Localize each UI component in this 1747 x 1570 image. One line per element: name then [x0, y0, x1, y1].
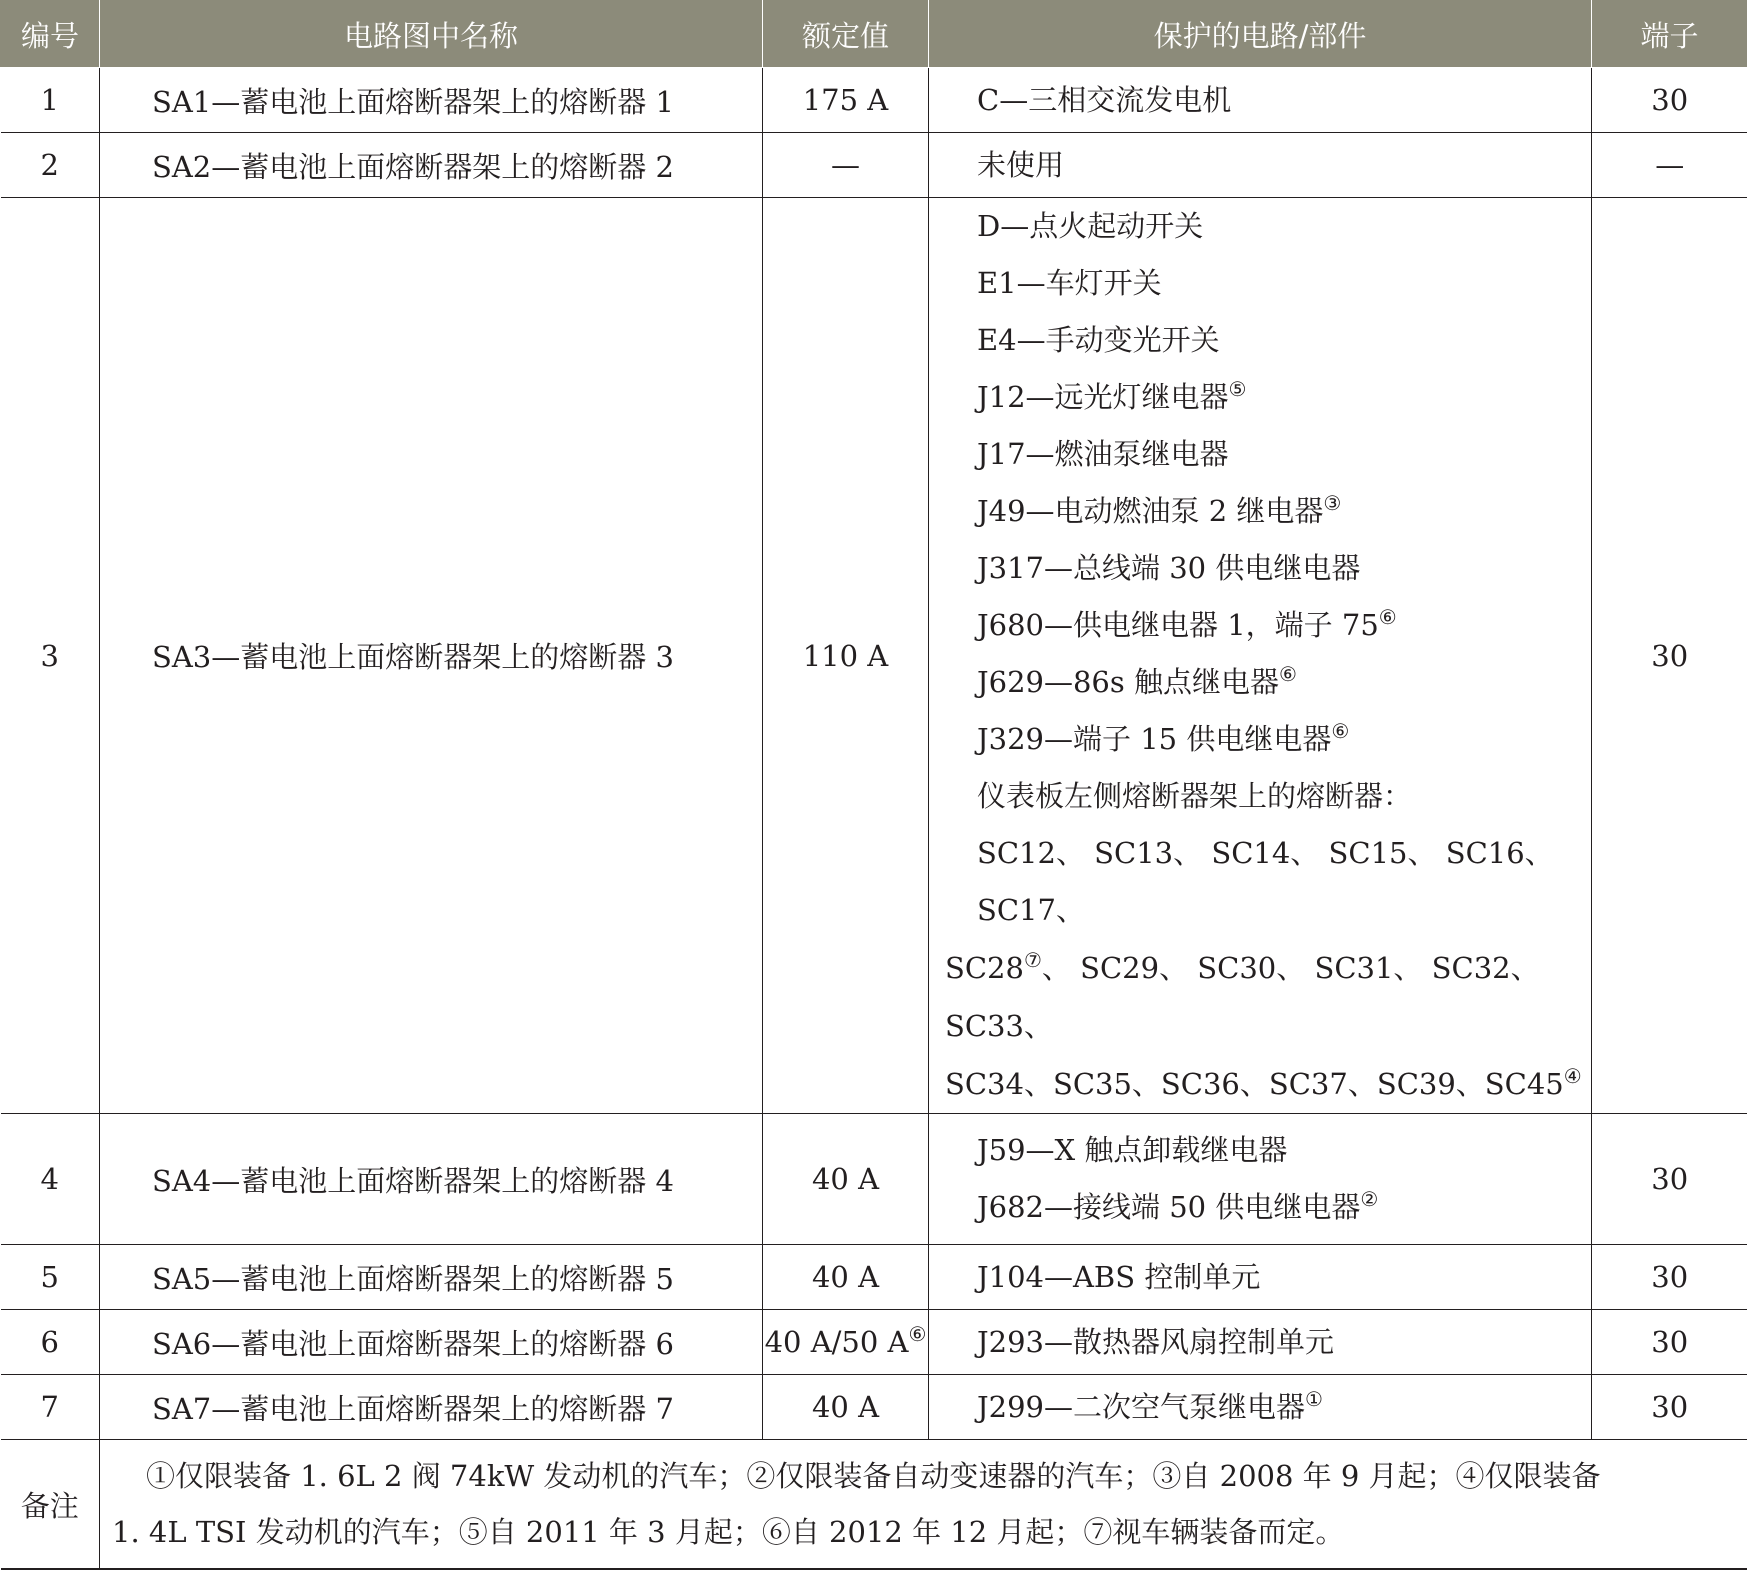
row-rating: — — [763, 133, 929, 198]
fuse-list-line: SC12、 SC13、 SC14、 SC15、 SC16、 SC17、 — [977, 825, 1585, 939]
header-rating: 额定值 — [763, 1, 929, 68]
item-text: J59—X 触点卸载继电器 — [977, 1133, 1287, 1167]
footnote-mark: ⑥ — [1379, 605, 1397, 629]
row-protected — [929, 198, 1592, 1114]
row-terminal: 30 — [1592, 198, 1747, 1114]
item-text: J12—远光灯继电器 — [977, 380, 1229, 414]
protected-item — [977, 1179, 1585, 1236]
protected-item: J293—散热器风扇控制单元 — [977, 1314, 1585, 1371]
row-no: 1 — [1, 68, 100, 133]
note-line: 1. 4L TSI 发动机的汽车；⑤自 2011 年 3 月起；⑥自 2012 年 12 月起；⑦视车辆装备而定。 — [112, 1504, 1738, 1560]
protected-item: 未使用 — [977, 137, 1585, 194]
row-protected — [929, 1310, 1592, 1375]
row-terminal: 30 — [1592, 1245, 1747, 1310]
row-name: SA1—蓄电池上面熔断器架上的熔断器 1 — [100, 68, 763, 133]
note-line: ①仅限装备 1. 6L 2 阀 74kW 发动机的汽车；②仅限装备自动变速器的汽车；③自 2008 年 9 月起；④仅限装备 — [112, 1448, 1738, 1504]
item-text: E4—手动变光开关 — [977, 323, 1220, 357]
item-text: J329—端子 15 供电继电器 — [977, 722, 1331, 756]
row-no: 2 — [1, 133, 100, 198]
fuse-list-text: SC28 — [945, 951, 1024, 985]
protected-item — [977, 483, 1585, 540]
protected-item: C—三相交流发电机 — [977, 72, 1585, 129]
footnote-mark: ② — [1360, 1187, 1378, 1211]
footnote-mark: ① — [1305, 1387, 1323, 1411]
footnote-mark: ⑥ — [1331, 719, 1349, 743]
protected-item — [977, 540, 1585, 597]
row-rating: 40 A — [763, 1245, 929, 1310]
table-row — [1, 1375, 1747, 1440]
item-text: J17—燃油泵继电器 — [977, 437, 1229, 471]
protected-item — [977, 312, 1585, 369]
item-text: D—点火起动开关 — [977, 209, 1203, 243]
footnote-mark: ④ — [1564, 1064, 1582, 1088]
footnote-mark: ⑥ — [908, 1322, 926, 1346]
row-rating: 40 A — [763, 1114, 929, 1245]
row-name: SA6—蓄电池上面熔断器架上的熔断器 6 — [100, 1310, 763, 1375]
note-row — [1, 1440, 1747, 1570]
item-text: J49—电动燃油泵 2 继电器 — [977, 494, 1323, 528]
item-text: E1—车灯开关 — [977, 266, 1162, 300]
table-row — [1, 1310, 1747, 1375]
protected-item — [977, 369, 1585, 426]
header-no: 编号 — [1, 1, 100, 68]
row-terminal: — — [1592, 133, 1747, 198]
table-row — [1, 198, 1747, 1114]
protected-item — [977, 426, 1585, 483]
table-row — [1, 1245, 1747, 1310]
fuse-list-text: 、 SC29、 SC30、 SC31、 SC32、 SC33、 — [945, 951, 1540, 1043]
row-protected — [929, 68, 1592, 133]
item-text: J317—总线端 30 供电继电器 — [977, 551, 1360, 585]
row-rating: 175 A — [763, 68, 929, 133]
row-rating: 40 A — [763, 1375, 929, 1440]
protected-item — [977, 768, 1585, 825]
table-header — [1, 1, 1747, 68]
fuse-list-text: SC34、SC35、SC36、SC37、SC39、SC45 — [945, 1067, 1564, 1101]
header-row — [1, 1, 1747, 68]
note-text — [100, 1440, 1747, 1570]
row-terminal: 30 — [1592, 1375, 1747, 1440]
footnote-mark: ⑤ — [1229, 377, 1247, 401]
protected-item — [977, 198, 1585, 255]
row-terminal: 30 — [1592, 68, 1747, 133]
table-row — [1, 133, 1747, 198]
row-rating — [763, 1310, 929, 1375]
row-no: 3 — [1, 198, 100, 1114]
fuse-list-continuation — [945, 939, 1585, 1113]
row-terminal: 30 — [1592, 1114, 1747, 1245]
protected-item — [977, 654, 1585, 711]
row-name: SA7—蓄电池上面熔断器架上的熔断器 7 — [100, 1375, 763, 1440]
item-text: J682—接线端 50 供电继电器 — [977, 1190, 1360, 1224]
footnote-mark: ③ — [1323, 491, 1341, 515]
row-terminal: 30 — [1592, 1310, 1747, 1375]
row-protected — [929, 1375, 1592, 1440]
footnote-mark: ⑥ — [1279, 662, 1297, 686]
row-protected — [929, 133, 1592, 198]
protected-item — [977, 1122, 1585, 1179]
item-text: J680—供电继电器 1，端子 75 — [977, 608, 1379, 642]
protected-item — [977, 597, 1585, 654]
item-text: J629—86s 触点继电器 — [977, 665, 1279, 699]
fuse-list-line — [945, 1055, 1585, 1113]
protected-item: J104—ABS 控制单元 — [977, 1249, 1585, 1306]
protected-item — [977, 255, 1585, 312]
row-no: 6 — [1, 1310, 100, 1375]
row-no: 5 — [1, 1245, 100, 1310]
row-no: 7 — [1, 1375, 100, 1440]
row-name: SA5—蓄电池上面熔断器架上的熔断器 5 — [100, 1245, 763, 1310]
row-rating: 110 A — [763, 198, 929, 1114]
item-text: 仪表板左侧熔断器架上的熔断器： — [977, 779, 1412, 813]
row-name: SA2—蓄电池上面熔断器架上的熔断器 2 — [100, 133, 763, 198]
row-name: SA4—蓄电池上面熔断器架上的熔断器 4 — [100, 1114, 763, 1245]
row-protected — [929, 1114, 1592, 1245]
row-no: 4 — [1, 1114, 100, 1245]
header-terminal: 端子 — [1592, 1, 1747, 68]
fuse-list-line — [945, 939, 1585, 1055]
protected-item — [977, 711, 1585, 768]
row-protected — [929, 1245, 1592, 1310]
row-name: SA3—蓄电池上面熔断器架上的熔断器 3 — [100, 198, 763, 1114]
note-label: 备注 — [1, 1440, 100, 1570]
header-name: 电路图中名称 — [100, 1, 763, 68]
table-row — [1, 1114, 1747, 1245]
item-text: J299—二次空气泵继电器 — [977, 1390, 1305, 1424]
rating-text: 40 A/50 A — [765, 1325, 909, 1359]
protected-item — [977, 1379, 1585, 1436]
table-row — [1, 68, 1747, 133]
footnote-mark: ⑦ — [1024, 948, 1042, 972]
header-protected: 保护的电路/部件 — [929, 1, 1592, 68]
